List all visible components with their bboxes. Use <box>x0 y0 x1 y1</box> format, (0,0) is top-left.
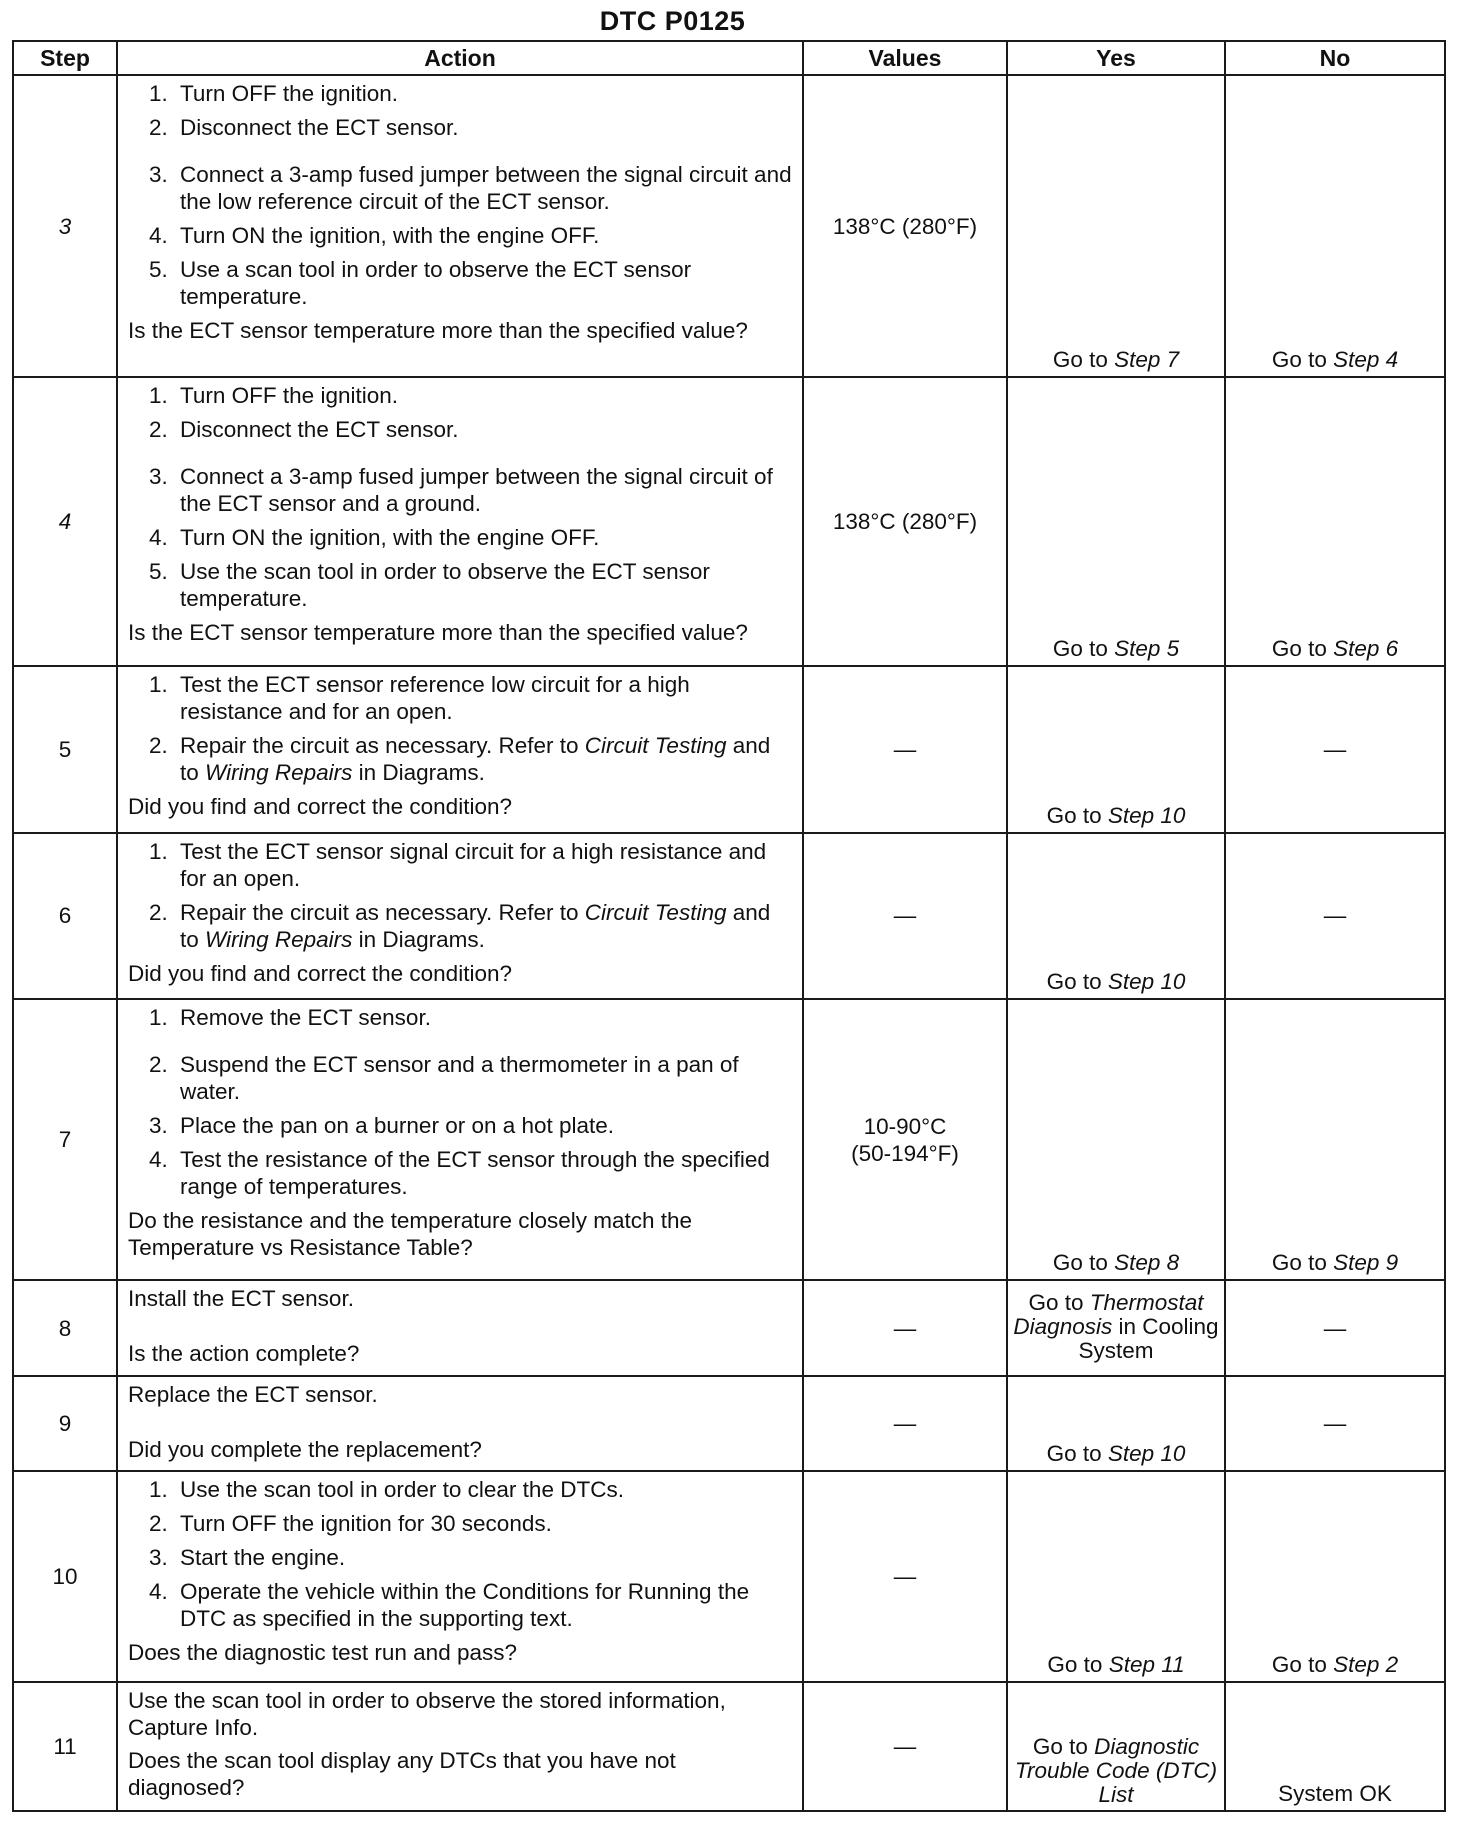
diagnostic-table <box>12 40 1446 1812</box>
action-item: 4. Operate the vehicle within the Conditions for Running the DTC as specified in the supporting text. <box>174 1578 794 1632</box>
header-yes: Yes <box>1007 41 1225 75</box>
yes-prefix: Go to <box>1046 802 1108 828</box>
value-cell: — <box>803 1682 1007 1812</box>
action-item: 2. Suspend the ECT sensor and a thermometer in a pan of water. <box>174 1051 794 1105</box>
action-text: and to <box>180 733 771 786</box>
action-item: 3. Start the engine. <box>174 1544 794 1571</box>
action-cell <box>117 75 803 377</box>
action-text: Repair the circuit as necessary. Refer to <box>180 899 585 925</box>
action-question: Do the resistance and the temperature closely match the Temperature vs Resistance Table? <box>128 1208 693 1261</box>
step-number: 11 <box>13 1682 117 1812</box>
yes-reference-link: Diagnostic Trouble Code (DTC) List <box>1014 1734 1218 1807</box>
action-question: Did you find and correct the condition? <box>128 794 512 820</box>
action-question: Does the scan tool display any DTCs that you have not diagnosed? <box>128 1747 676 1800</box>
action-question: Is the action complete? <box>128 1341 360 1367</box>
no-step-link: Step 9 <box>1333 1250 1399 1276</box>
no-cell: — <box>1225 1280 1445 1376</box>
yes-step-link: Step 10 <box>1107 1441 1186 1467</box>
no-cell <box>1225 75 1445 377</box>
action-text: Replace the ECT sensor. <box>128 1381 378 1407</box>
value-cell <box>803 999 1007 1280</box>
value-cell: 138°C (280°F) <box>803 75 1007 377</box>
no-cell: — <box>1225 833 1445 1000</box>
action-cell <box>117 1280 803 1376</box>
action-item <box>174 899 794 953</box>
step-number: 9 <box>13 1376 117 1472</box>
no-step-link: Step 6 <box>1333 636 1399 662</box>
action-question: Did you find and correct the condition? <box>128 960 512 986</box>
yes-cell <box>1007 666 1225 833</box>
step-number: 10 <box>13 1471 117 1681</box>
action-cell <box>117 666 803 833</box>
table-row-step-10 <box>13 1471 1445 1681</box>
action-question: Is the ECT sensor temperature more than the specified value? <box>128 318 748 343</box>
no-prefix: Go to <box>1271 1651 1334 1677</box>
value-cell: 138°C (280°F) <box>803 377 1007 666</box>
table-row-step-9 <box>13 1376 1445 1472</box>
yes-step-link: Step 7 <box>1114 347 1180 373</box>
action-text: Install the ECT sensor. <box>128 1286 354 1312</box>
table-row-step-11 <box>13 1682 1445 1812</box>
step-number: 5 <box>13 666 117 833</box>
yes-prefix: Go to <box>1052 636 1115 662</box>
action-item: 3. Connect a 3-amp fused jumper between the signal circuit of the ECT sensor and a ground. <box>174 463 794 517</box>
table-row-step-8 <box>13 1280 1445 1376</box>
yes-reference-link: Thermostat Diagnosis <box>1013 1289 1204 1339</box>
yes-cell <box>1007 833 1225 1000</box>
action-item: 3. Connect a 3-amp fused jumper between the signal circuit and the low reference circuit of the ECT sensor. <box>174 161 794 215</box>
action-cell <box>117 377 803 666</box>
yes-prefix: Go to <box>1047 1651 1109 1677</box>
yes-cell <box>1007 1471 1225 1681</box>
yes-prefix: Go to <box>1052 1250 1115 1276</box>
action-text: and to <box>180 899 771 952</box>
action-item: 2. Turn OFF the ignition for 30 seconds. <box>174 1510 794 1537</box>
action-item: 5. Use the scan tool in order to observe the ECT sensor temperature. <box>174 558 794 612</box>
no-prefix: Go to <box>1271 347 1334 373</box>
no-cell: — <box>1225 666 1445 833</box>
yes-prefix: Go to <box>1046 1441 1108 1467</box>
header-step: Step <box>13 41 117 75</box>
value-range-fahrenheit: (50-194°F) <box>851 1140 959 1166</box>
reference-wiring-repairs: Wiring Repairs <box>205 926 353 952</box>
yes-prefix: Go to <box>1046 969 1108 995</box>
table-row-step-6 <box>13 833 1445 1000</box>
value-cell: — <box>803 1280 1007 1376</box>
step-number: 7 <box>13 999 117 1280</box>
no-cell <box>1225 999 1445 1280</box>
action-item: 4. Turn ON the ignition, with the engine OFF. <box>174 524 794 551</box>
action-list <box>128 1476 794 1632</box>
action-item: 1. Remove the ECT sensor. <box>174 1004 794 1031</box>
action-cell <box>117 999 803 1280</box>
yes-step-link: Step 11 <box>1108 1651 1185 1677</box>
value-cell: — <box>803 1376 1007 1472</box>
action-item: 1. Turn OFF the ignition. <box>174 80 794 107</box>
table-header-row <box>13 41 1445 75</box>
no-prefix: Go to <box>1271 636 1334 662</box>
value-range-celsius: 10-90°C <box>863 1113 947 1139</box>
action-item: 5. Use a scan tool in order to observe the ECT sensor temperature. <box>174 256 794 310</box>
action-list <box>128 382 794 612</box>
table-row-step-4 <box>13 377 1445 666</box>
action-question: Did you complete the replacement? <box>128 1436 482 1462</box>
header-values: Values <box>803 41 1007 75</box>
action-text: Use the scan tool in order to observe the stored information, Capture Info. <box>128 1687 726 1740</box>
action-list <box>128 671 794 786</box>
yes-prefix: Go to <box>1028 1289 1090 1315</box>
page-title: DTC P0125 <box>599 6 746 36</box>
action-list <box>128 1004 794 1200</box>
action-cell <box>117 833 803 1000</box>
yes-step-link: Step 10 <box>1107 802 1186 828</box>
yes-cell <box>1007 999 1225 1280</box>
action-item <box>174 732 794 786</box>
action-item: 2. Disconnect the ECT sensor. <box>174 114 794 141</box>
yes-cell <box>1007 1376 1225 1472</box>
action-item: 4. Test the resistance of the ECT sensor through the specified range of temperatures. <box>174 1146 794 1200</box>
action-text: in Diagrams. <box>352 926 485 952</box>
action-question: Does the diagnostic test run and pass? <box>128 1640 517 1666</box>
no-cell: System OK <box>1225 1682 1445 1812</box>
yes-suffix: in Cooling System <box>1078 1313 1219 1363</box>
reference-wiring-repairs: Wiring Repairs <box>205 760 353 786</box>
step-number: 6 <box>13 833 117 1000</box>
yes-cell <box>1007 1682 1225 1812</box>
action-question: Is the ECT sensor temperature more than the specified value? <box>128 620 748 646</box>
action-cell <box>117 1471 803 1681</box>
action-item: 4. Turn ON the ignition, with the engine OFF. <box>174 222 794 249</box>
yes-prefix: Go to <box>1032 1734 1095 1759</box>
action-item: 1. Test the ECT sensor reference low circuit for a high resistance and for an open. <box>174 671 794 725</box>
no-cell: — <box>1225 1376 1445 1472</box>
header-no: No <box>1225 41 1445 75</box>
action-item: 3. Place the pan on a burner or on a hot plate. <box>174 1112 794 1139</box>
yes-cell <box>1007 377 1225 666</box>
yes-prefix: Go to <box>1052 347 1115 373</box>
action-item: 1. Turn OFF the ignition. <box>174 382 794 409</box>
action-list <box>128 838 794 953</box>
action-cell <box>117 1682 803 1812</box>
action-item: 1. Use the scan tool in order to clear the DTCs. <box>174 1476 794 1503</box>
step-number: 8 <box>13 1280 117 1376</box>
yes-step-link: Step 8 <box>1114 1250 1180 1276</box>
no-cell <box>1225 377 1445 666</box>
yes-step-link: Step 10 <box>1107 969 1186 995</box>
value-cell: — <box>803 1471 1007 1681</box>
table-row-step-3 <box>13 75 1445 377</box>
header-action: Action <box>117 41 803 75</box>
yes-step-link: Step 5 <box>1114 636 1180 662</box>
no-step-link: Step 4 <box>1333 347 1399 373</box>
reference-circuit-testing: Circuit Testing <box>584 733 727 759</box>
action-item: 1. Test the ECT sensor signal circuit for a high resistance and for an open. <box>174 838 794 892</box>
action-item: 2. Disconnect the ECT sensor. <box>174 416 794 443</box>
action-list <box>128 80 794 310</box>
no-prefix: Go to <box>1271 1250 1334 1276</box>
no-step-link: Step 2 <box>1333 1651 1399 1677</box>
reference-circuit-testing: Circuit Testing <box>584 899 727 925</box>
table-row-step-7 <box>13 999 1445 1280</box>
no-cell <box>1225 1471 1445 1681</box>
value-cell: — <box>803 666 1007 833</box>
value-cell: — <box>803 833 1007 1000</box>
action-cell <box>117 1376 803 1472</box>
table-row-step-5 <box>13 666 1445 833</box>
action-text: Repair the circuit as necessary. Refer to <box>180 733 585 759</box>
step-number: 4 <box>13 377 117 666</box>
yes-cell <box>1007 75 1225 377</box>
yes-cell <box>1007 1280 1225 1376</box>
action-text: in Diagrams. <box>352 760 485 786</box>
step-number: 3 <box>13 75 117 377</box>
